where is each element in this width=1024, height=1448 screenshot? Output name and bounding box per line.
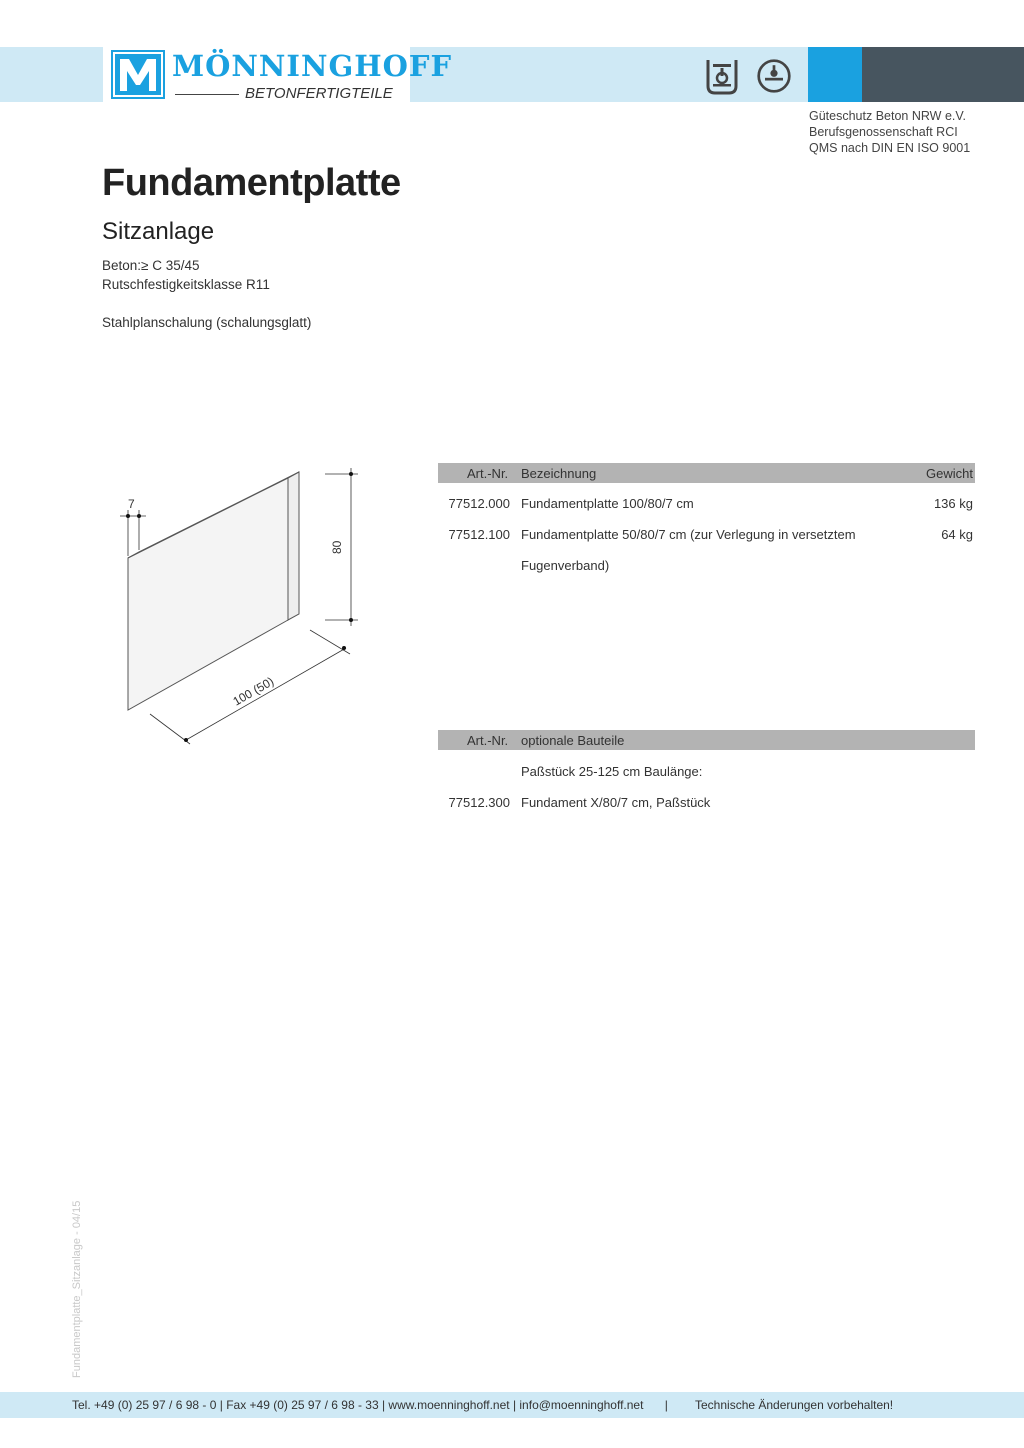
col-header-weight: Gewicht xyxy=(926,466,973,481)
brand-subtitle: BETONFERTIGTEILE xyxy=(245,85,393,102)
spec-formwork: Stahlplanschalung (schalungsglatt) xyxy=(102,315,312,330)
table-header xyxy=(438,463,975,483)
dim-length-label: 100 (50) xyxy=(230,674,277,709)
article-number: 77512.300 xyxy=(448,795,510,810)
article-number: 77512.000 xyxy=(448,496,510,511)
page-subtitle: Sitzanlage xyxy=(102,218,215,245)
spec-concrete: Beton:≥ C 35/45 xyxy=(102,258,200,273)
dim-thickness-label: 7 xyxy=(128,497,135,511)
col-header-article: Art.-Nr. xyxy=(467,733,509,748)
cert-line: QMS nach DIN EN ISO 9001 xyxy=(809,141,971,155)
footer-disclaimer: Technische Änderungen vorbehalten! xyxy=(695,1398,894,1412)
header-accent-blue xyxy=(808,47,862,102)
col-header-article: Art.-Nr. xyxy=(467,466,509,481)
footer-separator: | xyxy=(664,1398,668,1412)
col-header-optional-parts: optionale Bauteile xyxy=(521,733,625,748)
safety-seal-icon xyxy=(756,56,792,96)
article-description: Fundamentplatte 100/80/7 cm xyxy=(521,496,694,511)
logo-m-icon xyxy=(110,49,166,100)
col-header-description: Bezeichnung xyxy=(521,466,597,481)
brand-divider xyxy=(175,94,239,95)
brand-name: MÖNNINGHOFF xyxy=(172,49,453,83)
footer-contact xyxy=(72,1398,668,1412)
dim-height-label: 80 xyxy=(330,540,344,554)
article-weight: 64 kg xyxy=(941,527,973,542)
article-description: Paßstück 25-125 cm Baulänge: xyxy=(521,764,703,779)
header-accent-slate xyxy=(862,47,1024,102)
quality-seal-icon xyxy=(704,56,740,96)
document-id-label: Fundamentplatte_Sitzanlage - 04/15 xyxy=(71,1200,83,1378)
cert-line: Güteschutz Beton NRW e.V. xyxy=(809,109,967,123)
article-number: 77512.100 xyxy=(448,527,510,542)
spec-slip-resistance: Rutschfestigkeitsklasse R11 xyxy=(102,277,270,292)
optional-parts-header xyxy=(438,730,975,750)
certifications xyxy=(809,108,970,156)
cert-line: Berufsgenossenschaft RCI xyxy=(809,125,958,139)
technical-drawing xyxy=(110,460,390,760)
article-description: Fundament X/80/7 cm, Paßstück xyxy=(521,795,711,810)
article-description: Fundamentplatte 50/80/7 cm (zur Verlegung in versetztem Fugenverband) xyxy=(521,527,856,573)
page-title: Fundamentplatte xyxy=(102,162,401,204)
article-weight: 136 kg xyxy=(933,496,973,511)
contact-info: Tel. +49 (0) 25 97 / 6 98 - 0 | Fax +49 (0) 25 97 / 6 98 - 33 | www.moenninghoff.net | info@moenninghoff.net xyxy=(72,1398,644,1412)
